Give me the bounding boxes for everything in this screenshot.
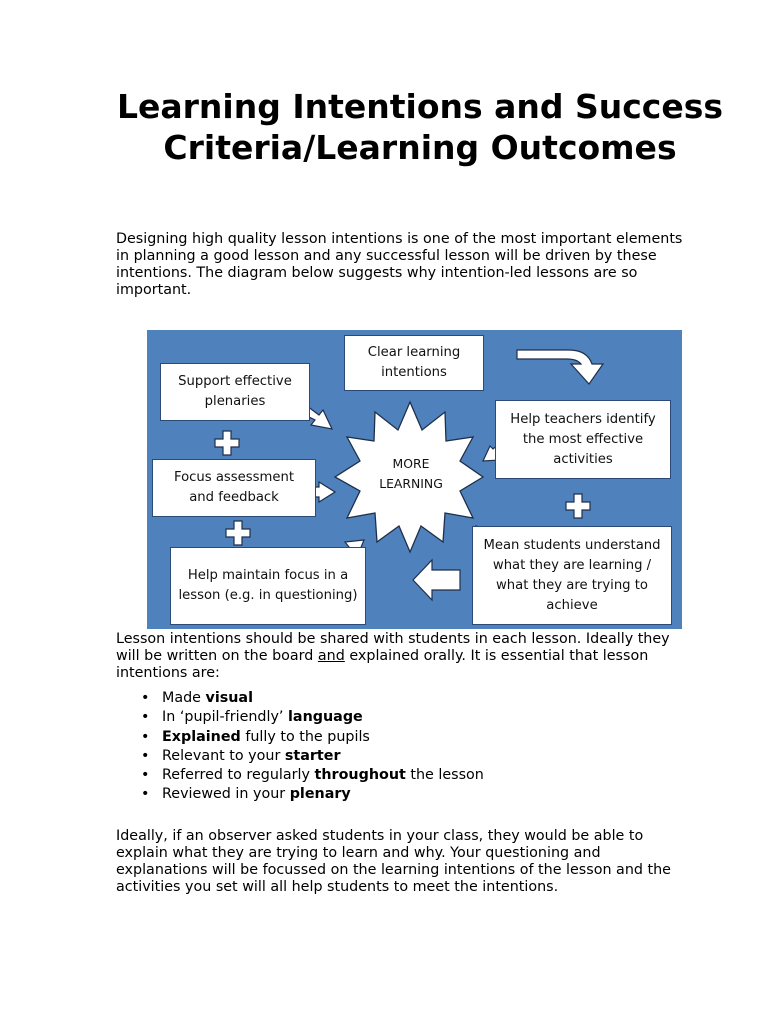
box-maintain-text: Help maintain focus in a lesson (e.g. in questioning) bbox=[178, 568, 358, 603]
box-focus-assessment bbox=[152, 459, 316, 517]
list-item-bold: plenary bbox=[289, 786, 351, 803]
bullet-icon: • bbox=[141, 767, 150, 784]
list-item bbox=[116, 785, 484, 804]
curved-arrow-icon bbox=[517, 350, 603, 384]
box-help-teachers-text: Help teachers identify the most effective activities bbox=[510, 411, 656, 467]
plus-icon bbox=[566, 494, 590, 518]
shared-text: Lesson intentions should be shared with students in each lesson. Ideally they will be written on the board bbox=[116, 631, 670, 664]
list-item-text: Made bbox=[162, 690, 206, 706]
outro-paragraph: Ideally, if an observer asked students in your class, they would be able to explain what they are trying to learn and why. Your questioning and explanations will be focussed on the learning intentions of the lesson and the activities you set will all help students to meet the intentions. bbox=[116, 828, 671, 895]
list-item-bold: visual bbox=[205, 690, 253, 706]
intentions-list bbox=[116, 689, 484, 805]
list-item-text: the lesson bbox=[405, 767, 484, 784]
list-item-text: In ‘pupil-friendly’ bbox=[162, 709, 289, 726]
list-item-bold: language bbox=[288, 709, 363, 726]
page-title: Learning Intentions and Success Criteria/Learning Outcomes bbox=[116, 87, 724, 167]
box-support-plenaries bbox=[160, 363, 310, 421]
list-item bbox=[116, 689, 484, 708]
box-support-text: Support effective plenaries bbox=[178, 374, 292, 409]
list-item-bold: Explained bbox=[162, 728, 241, 745]
bullet-icon: • bbox=[141, 747, 150, 764]
box-mean-students bbox=[472, 526, 672, 625]
list-item-bold: throughout bbox=[314, 767, 406, 784]
shared-text: explained orally. It is essential that lesson intentions are: bbox=[116, 648, 649, 681]
bullet-icon: • bbox=[141, 728, 150, 745]
left-arrow-icon bbox=[413, 560, 460, 600]
list-item-bold: starter bbox=[284, 747, 341, 764]
box-clear-intentions bbox=[344, 335, 484, 391]
list-item bbox=[116, 708, 484, 727]
box-help-teachers bbox=[495, 400, 671, 479]
bullet-icon: • bbox=[141, 709, 150, 726]
list-item bbox=[116, 766, 484, 785]
plus-icon bbox=[215, 431, 239, 455]
intro-paragraph: Designing high quality lesson intentions is one of the most important elements in planning a good lesson and any successful lesson will be driven by these intentions. The diagram below suggests why intention-led lessons are so important. bbox=[116, 231, 683, 298]
list-item-text: Reviewed in your bbox=[162, 786, 290, 803]
learning-diagram bbox=[147, 330, 682, 629]
box-focus-text: Focus assessment and feedback bbox=[173, 470, 295, 505]
underlined-word: and bbox=[317, 648, 345, 664]
list-item bbox=[116, 728, 484, 747]
center-label-line: LEARNING bbox=[379, 476, 443, 491]
center-label bbox=[371, 454, 451, 494]
box-clear-text: Clear learning intentions bbox=[367, 345, 461, 380]
list-item-text: Referred to regularly bbox=[162, 767, 315, 784]
bullet-icon: • bbox=[141, 786, 150, 803]
box-mean-text: Mean students understand what they are learning / what they are trying to achieve bbox=[483, 537, 661, 613]
shared-paragraph bbox=[116, 631, 696, 682]
plus-icon bbox=[226, 521, 250, 545]
center-label-line: MORE bbox=[392, 456, 430, 471]
bullet-icon: • bbox=[141, 690, 150, 706]
list-item bbox=[116, 747, 484, 766]
list-item-text: fully to the pupils bbox=[240, 728, 370, 745]
list-item-text: Relevant to your bbox=[162, 747, 285, 764]
box-maintain-focus bbox=[170, 547, 366, 625]
